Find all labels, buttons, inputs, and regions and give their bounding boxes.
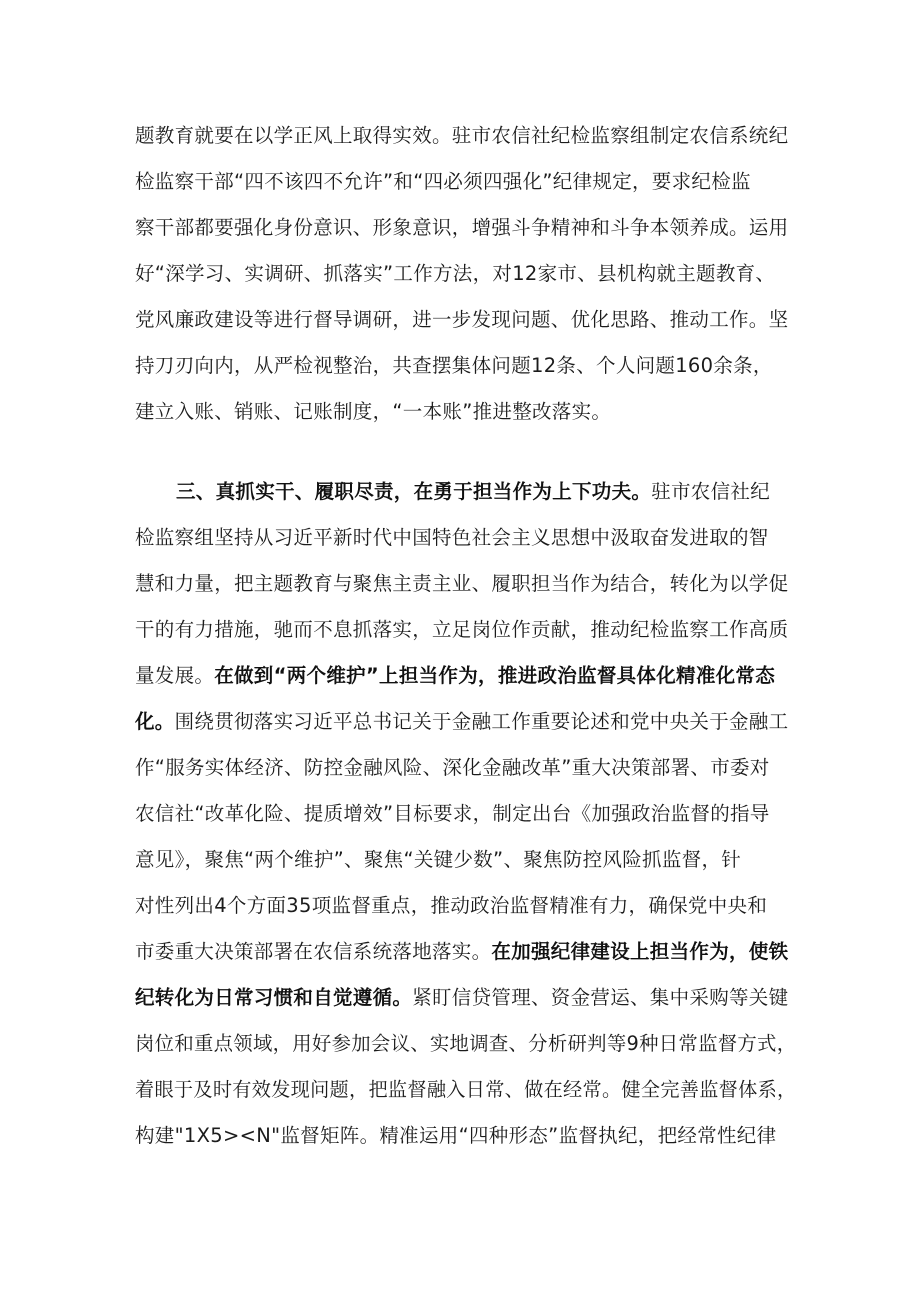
paragraph-2-line-9: 意见》，聚焦“两个维护”、聚焦“关键少数”、聚焦防控风险抓监督，针: [135, 848, 742, 871]
paragraph-1-line-3: 察干部都要强化身份意识、形象意识，增强斗争精神和斗争本领养成。运用: [135, 216, 789, 239]
paragraph-1-line-6: 持刀刃向内，从严检视整治，共查摆集体问题12条、个人问题160余条，: [135, 354, 773, 377]
text-span: 驻市农信社纪: [651, 480, 771, 503]
paragraph-2-line-4: 干的有力措施，驰而不息抓落实，立足岗位作贡献，推动纪检监察工作高质: [135, 618, 789, 641]
section-heading: 三、真抓实干、履职尽责，在勇于担当作为上下功夫。: [176, 480, 652, 503]
paragraph-1-line-2: 检监察干部“四不该四不允许”和“四必须四强化”纪律规定，要求纪检监: [135, 170, 751, 193]
text-span: 围绕贯彻落实习近平总书记关于金融工作重要论述和党中央关于金融工: [174, 710, 789, 733]
text-span: 市委重大决策部署在农信系统落地落实。: [135, 940, 492, 963]
paragraph-2-line-8: 农信社“改革化险、提质增效”目标要求，制定出台《加强政治监督的指导: [135, 802, 770, 825]
paragraph-2-line-12: [135, 980, 800, 1016]
paragraph-1-line-4: 好“深学习、实调研、抓落实”工作方法，对12家市、县机构就主题教育、: [135, 262, 776, 285]
paragraph-2-line-3: 慧和力量，把主题教育与聚焦主责主业、履职担当作为结合，转化为以学促: [135, 572, 789, 595]
paragraph-2-line-1: [176, 474, 800, 510]
paragraph-2-line-2: 检监察组坚持从习近平新时代中国特色社会主义思想中汲取奋发进取的智: [135, 526, 769, 549]
paragraph-2-line-14: 着眼于及时有效发现问题，把监督融入日常、做在经常。健全完善监督体系，: [135, 1078, 797, 1101]
paragraph-2-line-6: [135, 704, 800, 740]
text-span: 量发展。: [135, 664, 215, 687]
paragraph-2-line-11: [135, 934, 800, 970]
paragraph-1-line-7: 建立入账、销账、记账制度，“一本账”推进整改落实。: [135, 400, 612, 423]
bold-subheading: 化。: [135, 710, 175, 733]
paragraph-2-line-13: 岗位和重点领域，用好参加会议、实地调查、分析研判等9种日常监督方式，: [135, 1032, 797, 1055]
paragraph-2-line-15: 构建"1X5><N"监督矩阵。精准运用“四种形态”监督执纪，把经常性纪律: [135, 1124, 777, 1147]
paragraph-2-line-7: 作“服务实体经济、防控金融风险、深化金融改革”重大决策部署、市委对: [135, 756, 770, 779]
text-span: 紧盯信贷管理、资金营运、集中采购等关键: [412, 986, 789, 1009]
bold-subheading: 在做到“两个维护”上担当作为，推进政治监督具体化精准化常态: [214, 664, 776, 687]
bold-subheading: 在加强纪律建设上担当作为，使铁: [491, 940, 789, 963]
paragraph-1-line-5: 党风廉政建设等进行督导调研，进一步发现问题、优化思路、推动工作。坚: [135, 308, 789, 331]
paragraph-2-line-5: [135, 658, 800, 694]
paragraph-2-line-10: 对性列出4个方面35项监督重点，推动政治监督精准有力，确保党中央和: [135, 894, 768, 917]
bold-subheading: 纪转化为日常习惯和自觉遵循。: [135, 986, 413, 1009]
paragraph-1-line-1: 题教育就要在以学正风上取得实效。驻市农信社纪检监察组制定农信系统纪: [135, 124, 789, 147]
